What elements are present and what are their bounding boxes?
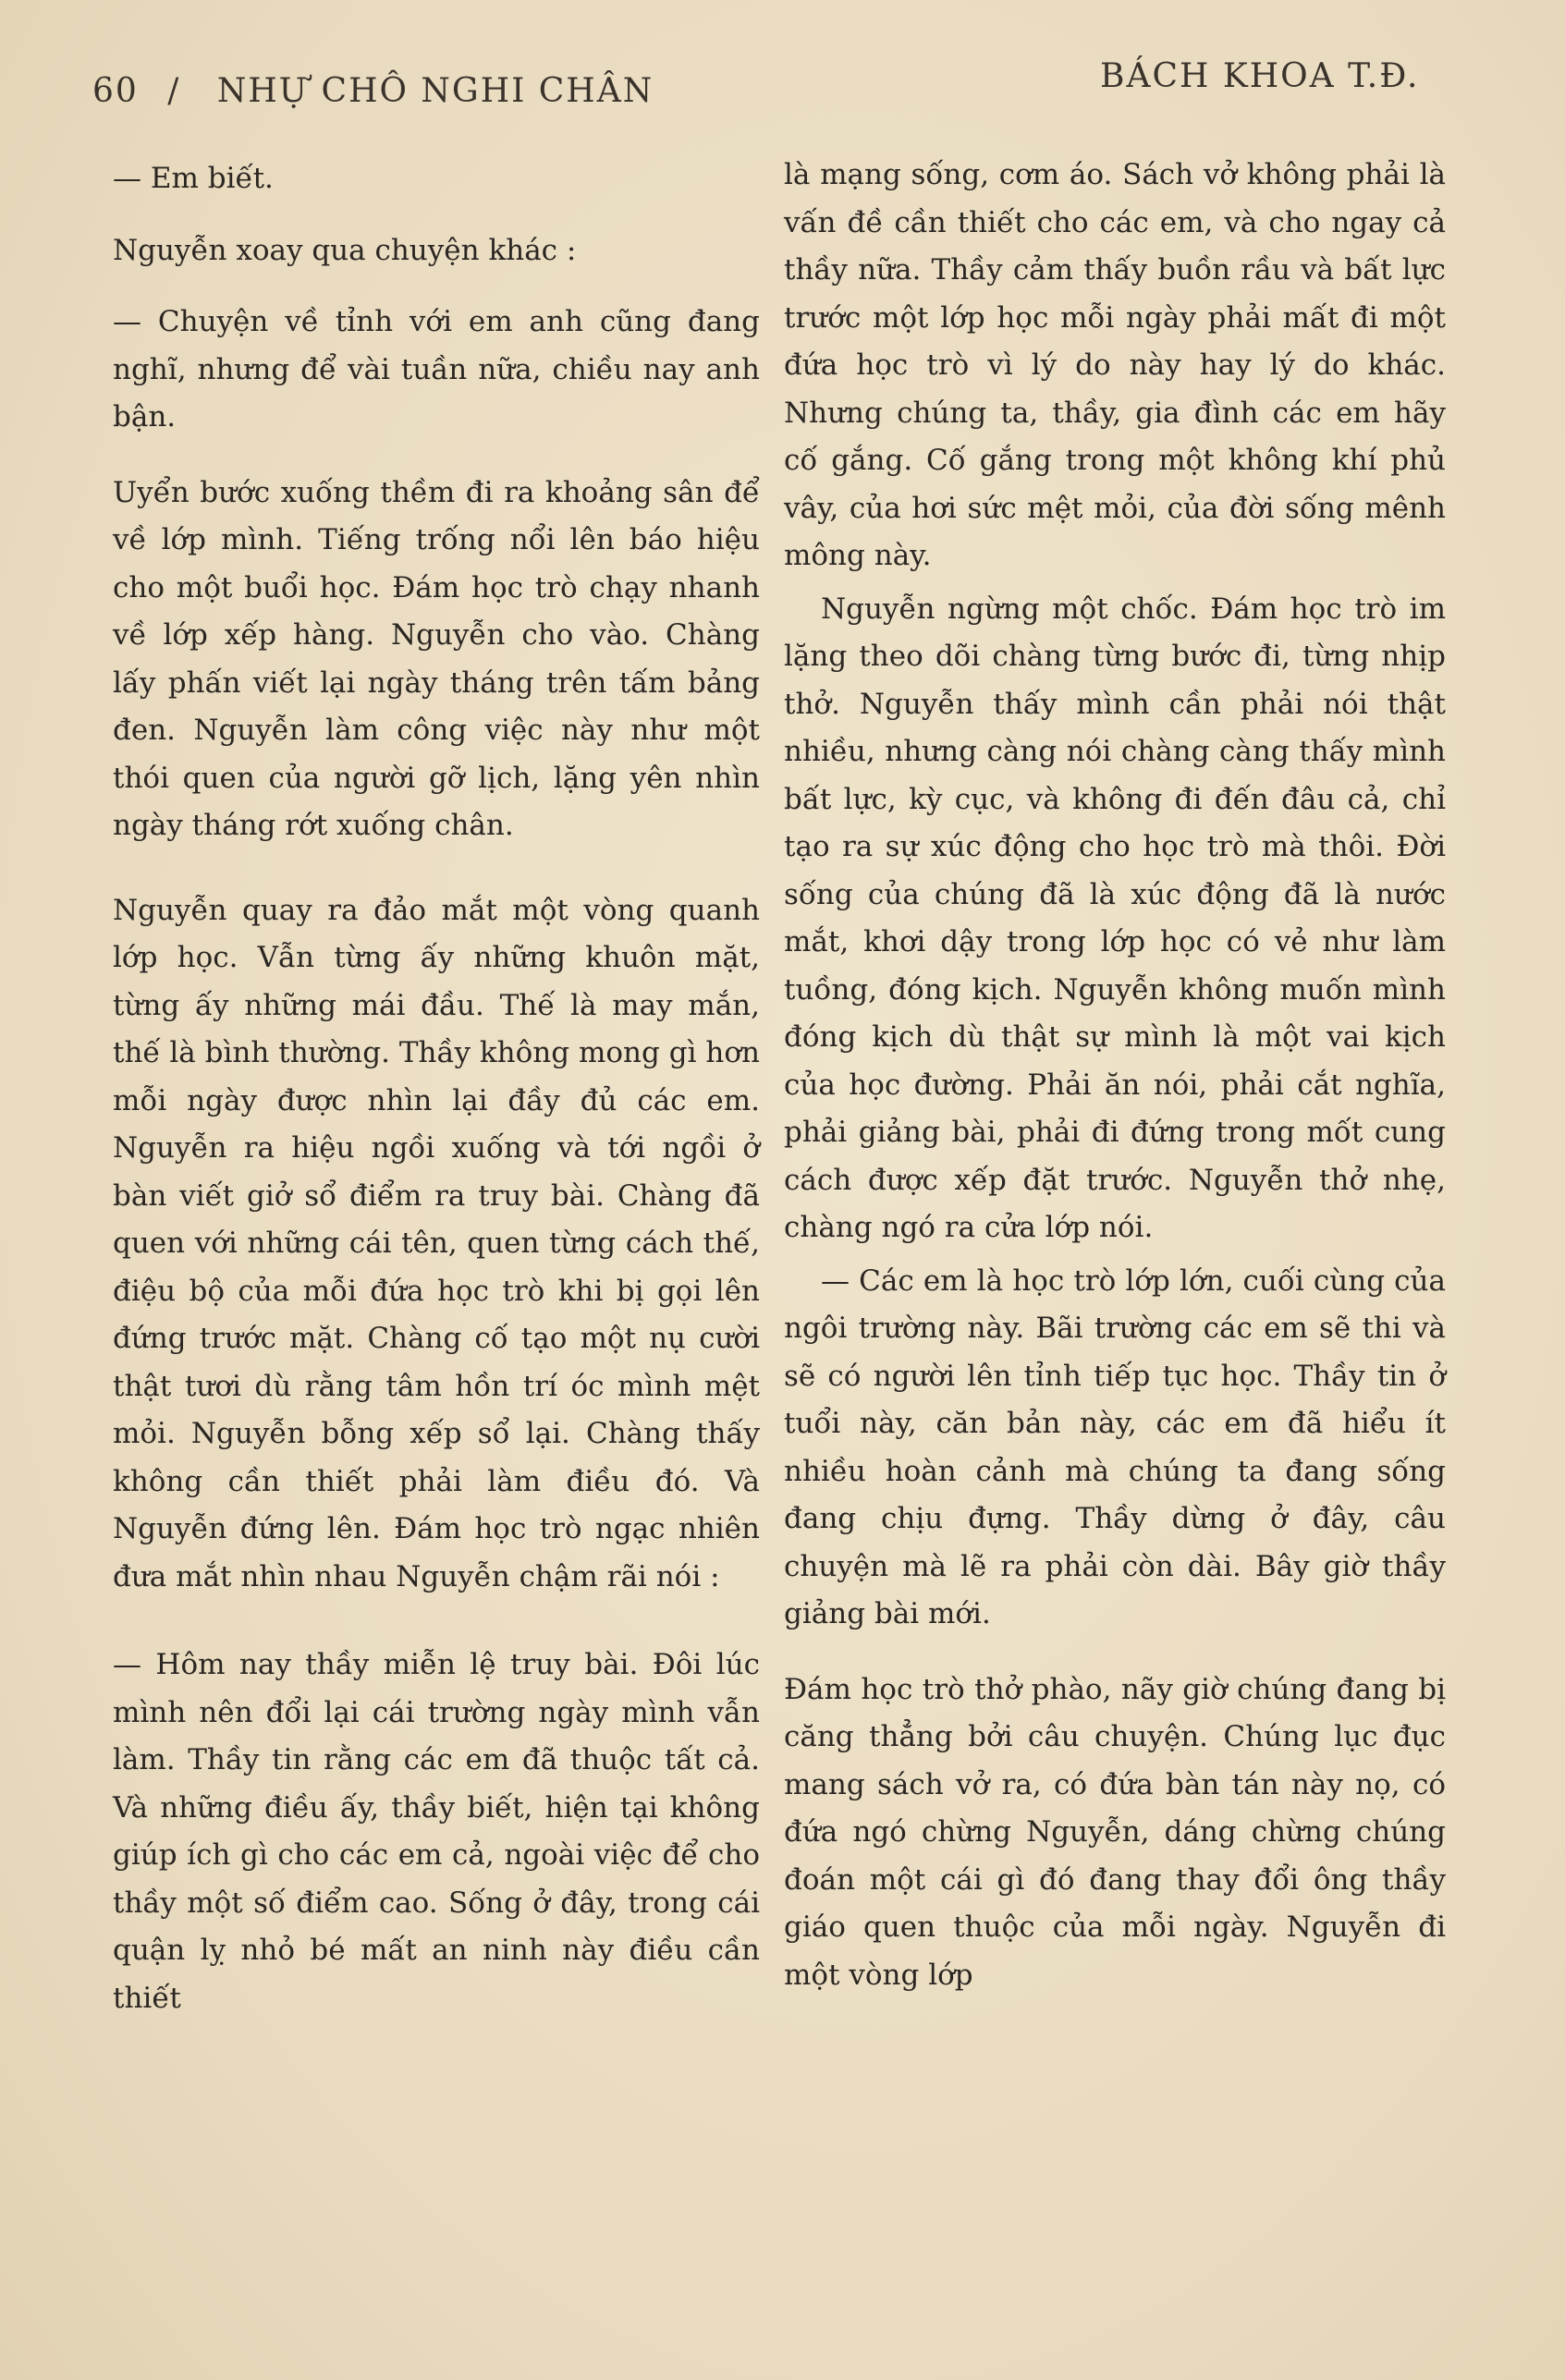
page-number: 60	[92, 72, 139, 110]
paragraph: là mạng sống, cơm áo. Sách vở không phải là vấn đề cần thiết cho các em, và cho ngay cả thầy nữa. Thầy cảm thấy buồn rầu và bất lực trước một lớp học mỗi ngày phải mất đi một đứa học trò vì lý do này hay lý do khác. Nhưng chúng ta, thầy, gia đình các em hãy cố gắng. Cố gắng trong một không khí phủ vây, của hơi sức mệt mỏi, của đời sống mênh mông này.	[784, 158, 1446, 572]
right-text-column	[784, 152, 1446, 2027]
paragraph: — Các em là học trò lớp lớn, cuối cùng của ngôi trường này. Bãi trường các em sẽ thi và sẽ có người lên tỉnh tiếp tục học. Thầy tin ở tuổi này, căn bản này, các em đã hiểu ít nhiều hoàn cảnh mà chúng ta đang sống đang chịu đựng. Thầy dừng ở đây, câu chuyện mà lẽ ra phải còn dài. Bây giờ thầy giảng bài mới.	[784, 1263, 1446, 1630]
paragraph: Nguyễn ngừng một chốc. Đám học trò im lặng theo dõi chàng từng bước đi, từng nhịp thở. Nguyễn thấy mình cần phải nói thật nhiều, nhưng càng nói chàng càng thấy mình bất lực, kỳ cục, và không đi đến đâu cả, chỉ tạo ra sự xúc động cho học trò mà thôi. Đời sống của chúng đã là xúc động đã là nước mắt, khơi dậy trong lớp học có vẻ như làm tuồng, đóng kịch. Nguyễn không muốn mình đóng kịch dù thật sự mình là một vai kịch của học đường. Phải ăn nói, phải cắt nghĩa, phải giảng bài, phải đi đứng trong mốt cung cách được xếp đặt trước. Nguyễn thở nhẹ, chàng ngó ra cửa lớp nói.	[784, 592, 1446, 1244]
story-title: NHỰ CHÔ NGHI CHÂN	[216, 72, 654, 110]
left-text-column	[113, 155, 760, 2050]
paragraph: — Hôm nay thầy miễn lệ truy bài. Đôi lúc mình nên đổi lại cái trường ngày mình vẫn làm. Thầy tin rằng các em đã thuộc tất cả. Và những điều ấy, thầy biết, hiện tại không giúp ích gì cho các em cả, ngoài việc để cho thầy một số điểm cao. Sống ở đây, trong cái quận lỵ nhỏ bé mất an ninh này điều cần thiết	[113, 1648, 760, 2015]
paragraph: Nguyễn quay ra đảo mắt một vòng quanh lớp học. Vẫn từng ấy những khuôn mặt, từng ấy những mái đầu. Thế là may mắn, thế là bình thường. Thầy không mong gì hơn mỗi ngày được nhìn lại đầy đủ các em. Nguyễn ra hiệu ngồi xuống và tới ngồi ở bàn viết giở sổ điểm ra truy bài. Chàng đã quen với những cái tên, quen từng cách thế, điệu bộ của mỗi đứa học trò khi bị gọi lên đứng trước mặt. Chàng cố tạo một nụ cười thật tươi dù rằng tâm hồn trí óc mình mệt mỏi. Nguyễn bỗng xếp sổ lại. Chàng thấy không cần thiết phải làm điều đó. Và Nguyễn đứng lên. Đám học trò ngạc nhiên đưa mắt nhìn nhau Nguyễn chậm rãi nói :	[113, 893, 760, 1593]
paragraph: Đám học trò thở phào, nãy giờ chúng đang bị căng thẳng bởi câu chuyện. Chúng lục đục mang sách vở ra, có đứa bàn tán này nọ, có đứa ngó chừng Nguyễn, dáng chừng chúng đoán một cái gì đó đang thay đổi ông thầy giáo quen thuộc của mỗi ngày. Nguyễn đi một vòng lớp	[784, 1672, 1446, 1992]
paragraph: Nguyễn xoay qua chuyện khác :	[113, 233, 577, 267]
journal-name: BÁCH KHOA T.Đ.	[1100, 57, 1420, 95]
header-separator: /	[167, 72, 181, 110]
paragraph: — Chuyện về tỉnh với em anh cũng đang nghĩ, nhưng để vài tuần nữa, chiều nay anh bận.	[113, 305, 760, 433]
running-header-left	[92, 72, 654, 110]
paragraph: — Em biết.	[113, 162, 274, 195]
paragraph: Uyển bước xuống thềm đi ra khoảng sân để về lớp mình. Tiếng trống nổi lên báo hiệu cho một buổi học. Đám học trò chạy nhanh về lớp xếp hàng. Nguyễn cho vào. Chàng lấy phấn viết lại ngày tháng trên tấm bảng đen. Nguyễn làm công việc này như một thói quen của người gỡ lịch, lặng yên nhìn ngày tháng rớt xuống chân.	[113, 475, 760, 842]
